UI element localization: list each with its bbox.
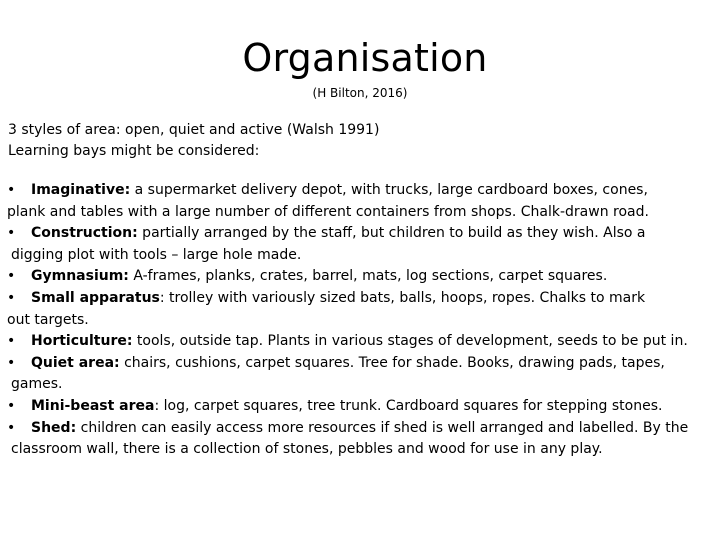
- slide-title: Organisation: [242, 36, 488, 80]
- bullet-text: children can easily access more resources if shed is well arranged and labelled. By the: [76, 419, 689, 436]
- bullet-horticulture: [7, 331, 707, 353]
- bullet-label: Horticulture:: [31, 333, 133, 350]
- bullet-mini-beast-area: [7, 396, 707, 418]
- bullet-small-apparatus: [7, 288, 707, 310]
- intro-line: 3 styles of area: open, quiet and active (Walsh 1991): [8, 122, 380, 138]
- bullet-text: partially arranged by the staff, but children to build as they wish. Also a: [137, 225, 646, 242]
- bullet-label: Mini-beast area: [31, 397, 155, 414]
- slide-subtitle: (H Bilton, 2016): [312, 86, 408, 100]
- bullet-glyph: •: [7, 182, 16, 198]
- bullet-continuation: games.: [11, 376, 63, 393]
- bullet-list: [7, 180, 707, 461]
- bullet-continuation: out targets.: [7, 311, 89, 328]
- bullet-label: Quiet area:: [31, 354, 120, 371]
- intro-line: Learning bays might be considered:: [8, 143, 260, 159]
- bullet-label: Gymnasium:: [31, 268, 129, 285]
- bullet-label: Construction:: [31, 225, 138, 242]
- bullet-continuation: digging plot with tools – large hole made.: [11, 246, 302, 263]
- bullet-glyph: •: [7, 354, 16, 371]
- bullet-glyph: •: [7, 419, 16, 436]
- bullet-glyph: •: [7, 333, 16, 350]
- bullet-glyph: •: [7, 225, 16, 242]
- bullet-imaginative: [7, 180, 707, 202]
- bullet-text: a supermarket delivery depot, with trucks, large cardboard boxes, cones,: [130, 182, 648, 198]
- bullet-text: A-frames, planks, crates, barrel, mats, log sections, carpet squares.: [128, 268, 608, 285]
- bullet-label: Small apparatus: [31, 289, 160, 306]
- bullet-continuation: plank and tables with a large number of different containers from shops. Chalk-drawn road.: [7, 203, 649, 220]
- bullet-gymnasium: [7, 266, 707, 288]
- bullet-glyph: •: [7, 397, 16, 414]
- bullet-text: chairs, cushions, carpet squares. Tree for shade. Books, drawing pads, tapes,: [119, 354, 665, 371]
- bullet-label: Shed:: [31, 419, 77, 436]
- bullet-text: : log, carpet squares, tree trunk. Cardboard squares for stepping stones.: [154, 397, 663, 414]
- bullet-text: : trolley with variously sized bats, balls, hoops, ropes. Chalks to mark: [159, 289, 646, 306]
- bullet-label: Imaginative:: [31, 182, 131, 198]
- bullet-text: tools, outside tap. Plants in various stages of development, seeds to be put in.: [132, 333, 688, 350]
- bullet-continuation: classroom wall, there is a collection of stones, pebbles and wood for use in any play.: [11, 441, 603, 458]
- bullet-glyph: •: [7, 268, 16, 285]
- bullet-shed: [7, 418, 707, 440]
- bullet-construction: [7, 223, 707, 245]
- bullet-quiet-area: [7, 353, 707, 375]
- intro-text: [8, 120, 708, 162]
- bullet-glyph: •: [7, 289, 16, 306]
